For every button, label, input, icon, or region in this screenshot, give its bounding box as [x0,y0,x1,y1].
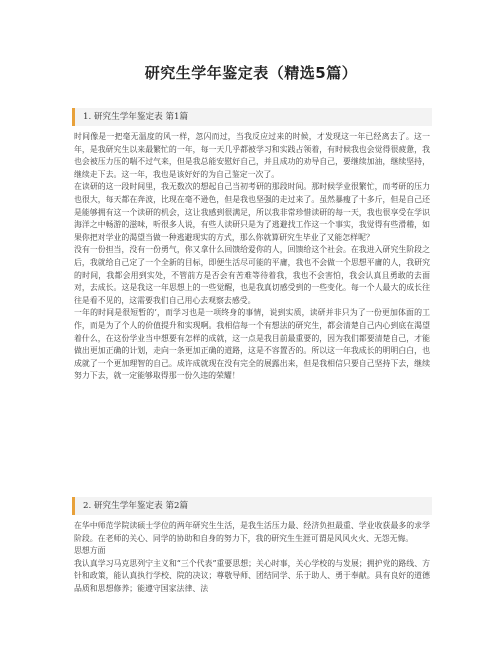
paragraph: 在华中师范学院读硕士学位的两年研究生生活，是我生活压力最、经济负担最重、学业收获最多的求学阶段。在老师的关心、同学的协助和自身的努力下，我的研究生生涯可谓是风风火火、无怨无悔。 [74,521,430,543]
section-heading-1 [72,108,432,126]
paragraph: 在读研的这一段时间里，我无数次的想起自己当初考研的那段时间。那时候学业很繁忙，而考研的压力也很大，每天都在奔波，比现在毫不逊色，但是我也坚强的走过来了。虽然暴瘦了十多斤，但是自己还是能够拥有这一个读研的机会，这让我感到很满足，所以我非常珍惜读研的每一天，我也很享受在学识海洋之中畅游的滋味，听很多人说，有些人读研只是为了逃避找工作这一个事实，我觉得有些滑稽，如果你把对学业的渴望当做一种逃避现实的方式，那么你就算研究生毕业了又能怎样呢？ [74,182,430,242]
paragraph: 没有一份担当，没有一份勇气，你又拿什么回馈给爱你的人，回馈给这个社会。在我进入研究生阶段之后，我就给自己定了一个全新的目标，即便生活尽可能的平庸，我也不会做一个思想平庸的人，我研究的时间，我都会用到实处，不管前方是否会有苦难等待着我，我也不会害怕，我会认真且勇敢的去面对，去成长。这是我这一年思想上的一些觉醒，也是我真切感受到的一些变化。每一个人最大的成长往往是看不见的，这需要我们自己用心去观察去感受。 [74,245,430,305]
section-body-2 [74,520,430,596]
paragraph: 一年的时间是很短暂的’，而学习也是一项终身的事情，说到实质，读研并非只为了一份更加体面的工作，而是为了个人的价值提升和实现啊。我相信每一个有想法的研究生，都会清楚自己内心到底在渴望着什么，在这份学业当中想要有怎样的成就，这一点是我目前最重要的，因为我们都要清楚自己，才能做出更加正确的计划，走向一条更加正确的道路，这是不容置否的。所以这一年我成长的明明白白，也成就了一个更加理智的自己。成许成就现在没有完全的展露出来，但是我相信只要自己坚持下去，继续努力下去，就一定能够取得那一份久违的荣耀！ [74,308,430,381]
document-title: 研究生学年鉴定表（精选5篇） [144,64,358,82]
section-body-1 [74,131,430,383]
paragraph: 时间像是一把毫无温度的风一样，忽闪而过，当我反应过来的时候，才发现这一年已经离去了。这一年，是我研究生以来最繁忙的一年，每一天几乎都被学习和实践占领着，有时候我也会觉得很疲惫，我也会被压力压的喘不过气来，但是我总能安慰好自己，并且成功的劝导自己，要继续加油，继续坚持，继续走下去。这一年，我也是该好好的为自己鉴定一次了。 [74,132,430,179]
section-heading-2 [72,497,432,515]
subheading: 思想方面 [74,546,106,556]
section-heading-text: 2. 研究生学年鉴定表 第2篇 [83,501,189,511]
section-heading-text: 1. 研究生学年鉴定表 第1篇 [83,112,189,122]
paragraph: 我认真学习马克思列宁主义和“三个代表”重要思想；关心时事，关心学校的与发展；拥护党的路线、方针和政策，能认真执行学校、院的决议；尊敬导师、团结同学、乐于助人、勇于奉献。具有良好的道德品质和思想修养；能遵守国家法律、法 [74,558,430,593]
